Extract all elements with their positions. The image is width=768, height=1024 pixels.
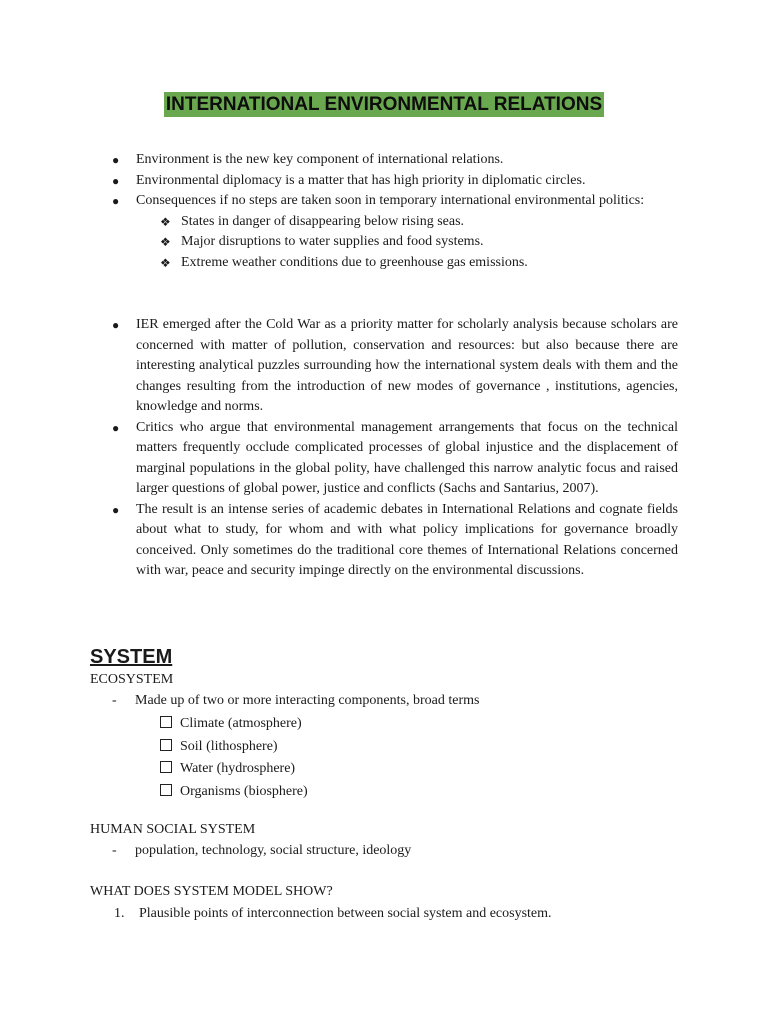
checklist-text: Organisms (biosphere) (180, 783, 308, 799)
title-highlight: INTERNATIONAL ENVIRONMENTAL RELATIONS (165, 94, 603, 115)
numbered-list-item (114, 904, 552, 925)
consequence-list (136, 212, 678, 274)
bullet-text: Consequences if no steps are taken soon in temporary international environmental politics: (136, 193, 645, 208)
item-number: 1. (114, 906, 125, 921)
list-item (112, 191, 678, 273)
consequence-text: States in danger of disappearing below rising seas. (181, 213, 465, 229)
ecosystem-label: ECOSYSTEM (90, 672, 174, 687)
bullet-text: IER emerged after the Cold War as a priority matter for scholarly analysis because scholars are concerned with matter of pollution, conservation and resources: but also because there are interesting analytical puzzles surrounding how the international system deals with them and the changes resulting from the introduction of new modes of governance , institutions, agencies, knowledge and norms. (136, 317, 678, 414)
body-bullet-list (112, 315, 678, 582)
checkbox-icon[interactable] (160, 716, 172, 728)
list-item (160, 212, 678, 233)
checklist-item (160, 713, 308, 736)
checkbox-icon[interactable] (160, 784, 172, 796)
diamond-bullet-icon: ❖ (160, 235, 171, 249)
bullet-icon: ● (112, 420, 120, 435)
document-title (0, 92, 768, 118)
diamond-bullet-icon: ❖ (160, 255, 171, 270)
diamond-bullet-icon: ❖ (160, 214, 171, 229)
checklist-text: Climate (atmosphere) (180, 716, 302, 731)
bullet-text: Environmental diplomacy is a matter that has high priority in diplomatic circles. (136, 172, 586, 188)
checkbox-icon[interactable] (160, 761, 172, 773)
checkbox-icon[interactable] (160, 739, 172, 751)
list-item (112, 171, 678, 192)
bullet-icon: ● (112, 194, 120, 208)
list-item (112, 315, 678, 418)
bullet-icon: ● (112, 173, 120, 188)
intro-bullet-list (112, 150, 678, 273)
checklist-item (160, 736, 308, 759)
human-dash-item (112, 841, 411, 862)
list-item (112, 150, 678, 171)
consequence-text: Extreme weather conditions due to greenhouse gas emissions. (181, 254, 528, 270)
consequence-text: Major disruptions to water supplies and food systems. (181, 234, 484, 249)
bullet-icon: ● (112, 318, 120, 332)
bullet-icon: ● (112, 153, 120, 167)
checklist-item (160, 781, 308, 804)
checklist-text: Water (hydrosphere) (180, 761, 296, 776)
item-text: Plausible points of interconnection between social system and ecosystem. (139, 906, 552, 921)
list-item (160, 232, 678, 253)
dash-marker: - (112, 843, 117, 858)
checklist-text: Soil (lithosphere) (180, 738, 278, 754)
dash-marker: - (112, 693, 117, 708)
ecosystem-dash-item (112, 691, 479, 712)
human-system-label: HUMAN SOCIAL SYSTEM (90, 822, 256, 837)
list-item (112, 500, 678, 582)
list-item (160, 253, 678, 274)
dash-text: Made up of two or more interacting components, broad terms (135, 693, 480, 708)
checklist-item (160, 758, 308, 781)
bullet-text: Environment is the new key component of international relations. (136, 152, 504, 167)
list-item (112, 418, 678, 500)
model-question-label: WHAT DOES SYSTEM MODEL SHOW? (90, 884, 333, 899)
dash-text: population, technology, social structure, ideology (135, 843, 412, 858)
bullet-text: Critics who argue that environmental management arrangements that focus on the technical matters frequently occlude complicated processes of global injustice and the displacement of marginal populations in the global polity, have challenged this narrow analytic focus and raised larger questions of global power, justice and conflicts (Sachs and Santarius, 2007). (136, 419, 678, 496)
bullet-icon: ● (112, 502, 120, 517)
bullet-text: The result is an intense series of academic debates in International Relations and cognate fields about what to study, for whom and with what policy implications for governance broadly conceived. Only sometimes do the traditional core themes of International Relations concerned with war, peace and security impinge directly on the environmental discussions. (136, 501, 678, 578)
system-heading: SYSTEM (90, 646, 173, 668)
component-checklist (160, 713, 308, 803)
